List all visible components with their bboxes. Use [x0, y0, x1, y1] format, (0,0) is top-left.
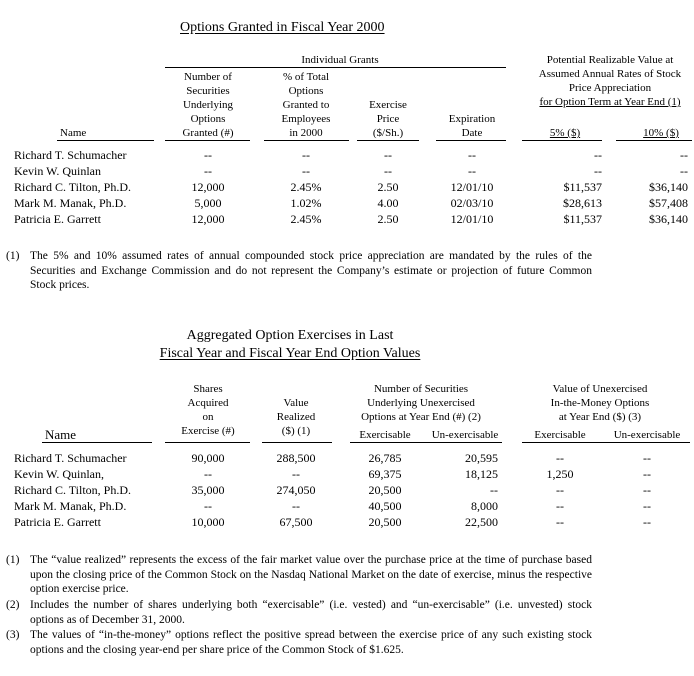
expiration-header: [432, 112, 512, 140]
row-cell: --: [468, 164, 476, 178]
row-name: Richard T. Schumacher: [14, 451, 127, 465]
row-name: Richard C. Tilton, Ph.D.: [14, 483, 132, 497]
header-line: Price Appreciation: [568, 82, 652, 94]
header-line: for Option Term at Year End (1): [539, 96, 681, 108]
header-line: on: [202, 411, 214, 423]
row-cell: 12/01/10: [450, 180, 494, 194]
header-line: Granted (#): [182, 127, 234, 139]
row-cell: --: [204, 499, 212, 513]
row-cell: 10,000: [191, 515, 225, 529]
row-cell: --: [680, 148, 688, 162]
header-line: Date: [461, 127, 483, 139]
shares-header: [168, 382, 248, 438]
col-rule: [57, 140, 154, 141]
row-name: Kevin W. Quinlan,: [14, 467, 104, 481]
row-cell: --: [292, 467, 300, 481]
row-cell: 18,125: [465, 467, 498, 481]
col-rule: [165, 442, 250, 443]
individual-grants-rule: [165, 67, 506, 68]
row-cell: --: [302, 164, 310, 178]
exercisable-value-header: Exercisable: [534, 429, 586, 441]
value-group-header: [525, 382, 675, 424]
row-cell: --: [643, 515, 651, 529]
row-cell: --: [643, 451, 651, 465]
percent-header: [266, 70, 346, 140]
row-cell: --: [204, 164, 212, 178]
five-percent-header: 5% ($): [549, 127, 581, 139]
row-cell: --: [490, 483, 498, 497]
row-cell: 1,250: [546, 467, 574, 481]
footnote-text: The values of “in-the-money” options reflect the positive spread between the exercise price of any such existing stock options and the closing year-end per share price of the Common Stock of $1.625.: [30, 629, 592, 656]
header-line: Options: [288, 85, 324, 97]
col-rule: [522, 140, 602, 141]
row-cell: --: [204, 148, 212, 162]
header-line: In-the-Money Options: [550, 397, 650, 409]
row-cell: 274,050: [276, 483, 316, 497]
row-cell: 20,595: [465, 451, 498, 465]
row-name: Richard T. Schumacher: [14, 148, 127, 162]
individual-grants-header: Individual Grants: [301, 54, 379, 66]
row-cell: 1.02%: [290, 196, 322, 210]
row-cell: 20,500: [368, 515, 402, 529]
unexercisable-header: Un-exercisable: [431, 429, 499, 441]
header-line: Number of Securities: [373, 383, 469, 395]
header-line: Number of: [184, 71, 232, 83]
row-cell: --: [594, 164, 602, 178]
col-rule: [616, 140, 692, 141]
row-name: Mark M. Manak, Ph.D.: [14, 499, 127, 513]
securities-header: [168, 70, 248, 140]
row-cell: --: [556, 515, 564, 529]
row-cell: --: [384, 148, 392, 162]
row-cell: 69,375: [368, 467, 402, 481]
header-line: Securities: [186, 85, 230, 97]
header-line: Value: [283, 397, 309, 409]
row-cell: 4.00: [377, 196, 399, 210]
header-line: Value of Unexercised: [552, 383, 648, 395]
col-rule: [165, 140, 250, 141]
unexercisable-value-header: Un-exercisable: [613, 429, 681, 441]
header-line: Expiration: [448, 113, 496, 125]
row-cell: --: [292, 499, 300, 513]
row-cell: 2.50: [377, 212, 399, 226]
row-cell: $36,140: [649, 212, 688, 226]
row-cell: $11,537: [563, 212, 602, 226]
potential-value-header: [520, 53, 694, 109]
header-line: at Year End ($) (3): [558, 411, 642, 423]
row-cell: --: [643, 499, 651, 513]
row-cell: $57,408: [649, 196, 688, 210]
row-cell: 22,500: [465, 515, 498, 529]
row-cell: 12/01/10: [450, 212, 494, 226]
row-cell: 12,000: [191, 212, 225, 226]
row-cell: $36,140: [649, 180, 688, 194]
ten-percent-header: 10% ($): [643, 127, 679, 139]
row-cell: 2.45%: [290, 212, 322, 226]
exercisable-header: Exercisable: [359, 429, 411, 441]
row-cell: $11,537: [563, 180, 602, 194]
name-header: Name: [60, 127, 87, 139]
row-cell: --: [594, 148, 602, 162]
footnote-text: The “value realized” represents the excess of the fair market value over the purchase price at the time of purchase based upon the closing price of the Common Stock on the Nasdaq National Market on the date of exercise, minus the respective option exercise price.: [30, 554, 592, 595]
securities-group-header: [346, 382, 496, 424]
row-cell: --: [556, 483, 564, 497]
name-header-2: Name: [45, 427, 77, 442]
col-rule: [522, 442, 690, 443]
row-cell: --: [468, 148, 476, 162]
row-cell: 35,000: [191, 483, 225, 497]
header-line: Shares: [193, 383, 223, 395]
row-cell: 20,500: [368, 483, 402, 497]
row-name: Richard C. Tilton, Ph.D.: [14, 180, 132, 194]
row-cell: 67,500: [279, 515, 313, 529]
row-cell: 90,000: [191, 451, 225, 465]
header-line: Exercise: [369, 99, 407, 111]
table2-title-line2: Fiscal Year and Fiscal Year End Option Values: [159, 346, 421, 361]
row-cell: --: [643, 483, 651, 497]
col-rule: [350, 442, 502, 443]
row-name: Mark M. Manak, Ph.D.: [14, 196, 127, 210]
footnote-number: (3): [6, 629, 20, 641]
row-cell: 2.45%: [290, 180, 322, 194]
header-line: Options: [190, 113, 226, 125]
header-line: Options at Year End (#) (2): [361, 411, 481, 423]
row-cell: --: [556, 451, 564, 465]
price-header: [348, 98, 428, 140]
footnote-number: (1): [6, 554, 20, 566]
footnote-number: (1): [6, 250, 20, 262]
footnote-text: The 5% and 10% assumed rates of annual compounded stock price appreciation are mandated by the rules of the Securities and Exchange Commission and do not represent the Company’s estimate or projection of future Common Stock prices.: [30, 250, 592, 291]
row-name: Patricia E. Garrett: [14, 212, 101, 226]
row-cell: 26,785: [368, 451, 402, 465]
header-line: Acquired: [187, 397, 229, 409]
row-cell: 02/03/10: [450, 196, 494, 210]
row-name: Patricia E. Garrett: [14, 515, 101, 529]
table1-title: Options Granted in Fiscal Year 2000: [180, 20, 385, 35]
header-line: % of Total: [282, 71, 330, 83]
row-cell: --: [680, 164, 688, 178]
row-name: Kevin W. Quinlan: [14, 164, 101, 178]
col-rule: [42, 442, 152, 443]
row-cell: --: [302, 148, 310, 162]
footnote-number: (2): [6, 599, 20, 611]
row-cell: --: [643, 467, 651, 481]
col-rule: [357, 140, 419, 141]
col-rule: [264, 140, 349, 141]
header-line: ($) (1): [281, 425, 311, 437]
table2-title-line1: Aggregated Option Exercises in Last: [186, 328, 394, 343]
col-rule: [262, 442, 332, 443]
header-line: Assumed Annual Rates of Stock: [538, 68, 682, 80]
row-cell: 12,000: [191, 180, 225, 194]
row-cell: 8,000: [471, 499, 498, 513]
header-line: Underlying: [182, 99, 234, 111]
row-cell: --: [204, 467, 212, 481]
header-line: Employees: [281, 113, 331, 125]
row-cell: 5,000: [194, 196, 222, 210]
header-line: in 2000: [289, 127, 323, 139]
col-rule: [436, 140, 506, 141]
row-cell: 288,500: [276, 451, 316, 465]
footnote-text: Includes the number of shares underlying both “exercisable” (i.e. vested) and “un-exercisable” (i.e. unvested) stock options as of December 31, 2000.: [30, 599, 592, 626]
value-realized-header: [256, 396, 336, 438]
header-line: Price: [376, 113, 400, 125]
header-line: Granted to: [282, 99, 330, 111]
row-cell: 40,500: [368, 499, 402, 513]
row-cell: --: [556, 499, 564, 513]
row-cell: 2.50: [377, 180, 399, 194]
header-line: Underlying Unexercised: [367, 397, 475, 409]
header-line: ($/Sh.): [372, 127, 404, 139]
header-line: Potential Realizable Value at: [546, 54, 674, 66]
header-line: Exercise (#): [181, 425, 235, 437]
row-cell: $28,613: [563, 196, 602, 210]
row-cell: --: [384, 164, 392, 178]
header-line: Realized: [276, 411, 316, 423]
